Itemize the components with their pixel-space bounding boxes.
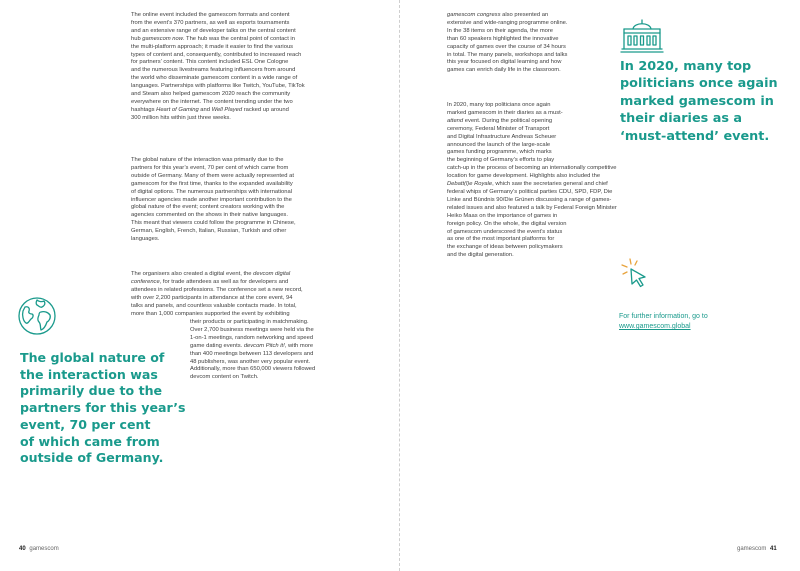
text-line: partners for this year’s event, 70 per cent of which came from xyxy=(131,164,289,171)
left-paragraph-2 xyxy=(131,157,351,244)
quote-line: ‘must-attend’ event. xyxy=(620,128,770,144)
text-line: Additionally, more than 650,000 viewers followed xyxy=(190,366,316,373)
text-line: from the event’s 370 partners, as well as esports tournaments xyxy=(131,19,290,26)
gamescom-website-link[interactable]: www.gamescom.global xyxy=(619,323,691,330)
text-line: extensive and wide-ranging programme online. xyxy=(447,19,568,26)
left-paragraph-3 xyxy=(131,271,351,318)
text-line: foreign policy. On the whole, the digital version xyxy=(447,220,567,227)
right-paragraph-1 xyxy=(447,12,612,75)
quote-line: event, 70 per cent xyxy=(20,416,151,432)
footer-brand: gamescom xyxy=(29,546,59,552)
text-line: languages. xyxy=(131,236,160,243)
further-info-text: For further information, go to xyxy=(619,313,708,320)
text-line: devcom content on Twitch. xyxy=(190,374,259,381)
parliament-building-icon xyxy=(620,18,664,54)
text-line: ceremony, Federal Minister of Transport xyxy=(447,125,550,132)
quote-line: of which came from xyxy=(20,433,160,449)
text-line: federal whips of Germany’s political parties CDU, SPD, FDP, Die xyxy=(447,188,613,195)
page-number: 41 xyxy=(770,546,777,552)
text-line: gamescom congress also presented an xyxy=(447,12,549,18)
hashtag-well-played: Well Played xyxy=(211,106,243,113)
text-line: attendees in related professions. The conference set a new record, xyxy=(131,286,303,293)
text-line: marked gamescom in their diaries as a must- xyxy=(447,109,563,116)
text-line: and the digital generation. xyxy=(447,252,514,259)
text-line: catch-up in the process of becoming an internationally competitive xyxy=(447,165,617,172)
text-line: Heiko Maas on the importance of games in xyxy=(447,212,558,219)
text-line: in total. The many panels, workshops and talks xyxy=(447,51,568,58)
text-line: outside of Germany. Many of them were actually represented at xyxy=(131,172,294,179)
text-line: hashtags Heart of Gaming and Well Played racked up around xyxy=(131,106,289,113)
text-line: Linke and Bündnis 90/Die Grünen discussing a range of games- xyxy=(447,196,612,203)
text-line: the world who disseminate gamescom content in a wide range of xyxy=(131,75,298,82)
further-info xyxy=(619,312,708,332)
text-line: announced the launch of the large-scale xyxy=(447,141,551,148)
text-line: 300 million hits within just three weeks. xyxy=(131,114,231,121)
text-line: gamescom for the first time, thanks to the expanded availability xyxy=(131,180,293,187)
text-line: games can enrich daily life in the classroom. xyxy=(447,67,561,74)
text-line: for partners’ content. This content included ESL One Cologne xyxy=(131,59,289,66)
text-line: of digital options. The numerous partnerships with international xyxy=(131,188,293,195)
text-line: than 400 meetings between 113 developers and xyxy=(190,350,314,357)
left-paragraph-3-continued xyxy=(190,319,355,382)
text-line: hub gamescom now. The hub was the central point of contact in xyxy=(131,35,295,42)
text-line: In 2020, many top politicians once again xyxy=(447,102,551,108)
text-line: than 60 speakers highlighted the innovative xyxy=(447,35,559,42)
text-line: The organisers also created a digital event, the devcom digital xyxy=(131,271,291,277)
quote-line: outside of Germany. xyxy=(20,450,164,466)
text-line: types of content and, consequently, contributed to increased reach xyxy=(131,51,302,58)
text-line: capacity of games over the course of 34 hours xyxy=(447,43,566,50)
quote-line: their diaries as a xyxy=(620,111,743,127)
text-line: Over 2,700 business meetings were held via the xyxy=(190,326,314,333)
text-line: everywhere on the internet. The content trending under the two xyxy=(131,98,293,105)
text-line: game dating events. devcom Pitch it!, with more xyxy=(190,342,314,349)
quote-line: In 2020, many top xyxy=(620,59,752,74)
text-line: this year focused on digital learning and how xyxy=(447,59,562,66)
hashtag-heart-of-gaming: Heart of Gaming xyxy=(156,106,199,113)
cursor-click-icon xyxy=(618,256,652,292)
gamescom-congress-term: gamescom congress xyxy=(447,12,501,18)
text-line: the beginning of Germany’s efforts to play xyxy=(447,157,555,164)
quote-line: the interaction was xyxy=(20,366,158,382)
text-line: conference, for trade attendees as well as for developers and xyxy=(131,278,289,285)
pull-quote-left xyxy=(20,350,186,467)
quote-line: politicians once again xyxy=(620,76,778,92)
text-line: games funding programme, which marks xyxy=(447,149,552,156)
text-line: languages. Partnerships with platforms like Twitch, YouTube, TikTok xyxy=(131,83,305,90)
globe-icon xyxy=(17,296,57,336)
text-line: related issues and also featured a talk by Federal Foreign Minister xyxy=(447,204,617,211)
text-line: location for game development. Highlights also included the xyxy=(447,173,601,180)
page-number: 40 xyxy=(19,546,26,552)
quote-line: The global nature of xyxy=(20,350,165,365)
text-line: Debatt(l)e Royale, which saw the secretaries general and chief xyxy=(447,181,608,188)
footer-right xyxy=(737,546,779,552)
text-line: influencer agencies made another important contribution to the xyxy=(131,196,292,203)
text-line: 1-on-1 meetings, random networking and speed xyxy=(190,334,314,341)
debattle-royale-term: Debatt(l)e Royale xyxy=(447,181,493,188)
text-line: of gamescom underscored the event’s status xyxy=(447,228,563,235)
text-line: with over 2,200 participants in attendance at the core event, 94 xyxy=(131,294,293,301)
quote-line: primarily due to the xyxy=(20,383,163,399)
text-line: German, English, French, Italian, Russian, Turkish and other xyxy=(131,228,287,235)
footer-left xyxy=(17,546,59,552)
text-line: global nature of the event; content creators working with the xyxy=(131,204,285,211)
text-line: as one of the most important platforms for xyxy=(447,236,555,243)
text-line: This meant that viewers could follow the programme in Chinese, xyxy=(131,220,296,227)
text-line: more than 1,000 companies supported the event by exhibiting xyxy=(131,310,290,317)
text-line: talks and panels, and countless valuable contacts made. In total, xyxy=(131,302,297,309)
right-page xyxy=(400,0,800,571)
text-line: In the 38 items on their agenda, the more xyxy=(447,27,554,34)
text-line: The global nature of the interaction was primarily due to the xyxy=(131,157,284,163)
quote-line: partners for this year’s xyxy=(20,400,186,416)
text-line: and Digital Infrastructure Andreas Scheuer xyxy=(447,133,557,140)
left-paragraph-1 xyxy=(131,12,351,123)
pull-quote-right xyxy=(620,58,778,145)
quote-line: marked gamescom in xyxy=(620,93,774,109)
text-line: and the numerous livestreams featuring influencers from around xyxy=(131,67,296,74)
text-line: the exchange of ideas between policymakers xyxy=(447,244,563,251)
text-line: 48 publishers, was another very popular event. xyxy=(190,358,311,365)
text-line: and Steam also helped gamescom 2020 reach the community xyxy=(131,91,291,98)
footer-brand: gamescom xyxy=(737,546,767,552)
text-line: their products or participating in matchmaking. xyxy=(190,319,309,325)
text-line: the multi-platform approach; it made it easier to find the various xyxy=(131,43,294,50)
text-line: attend event. During the political opening xyxy=(447,117,553,124)
text-line: The online event included the gamescom formats and content xyxy=(131,12,290,18)
text-line: agencies commented on the shows in their native languages. xyxy=(131,212,288,219)
text-line: and an extensive range of developer talks on the central content xyxy=(131,27,296,34)
